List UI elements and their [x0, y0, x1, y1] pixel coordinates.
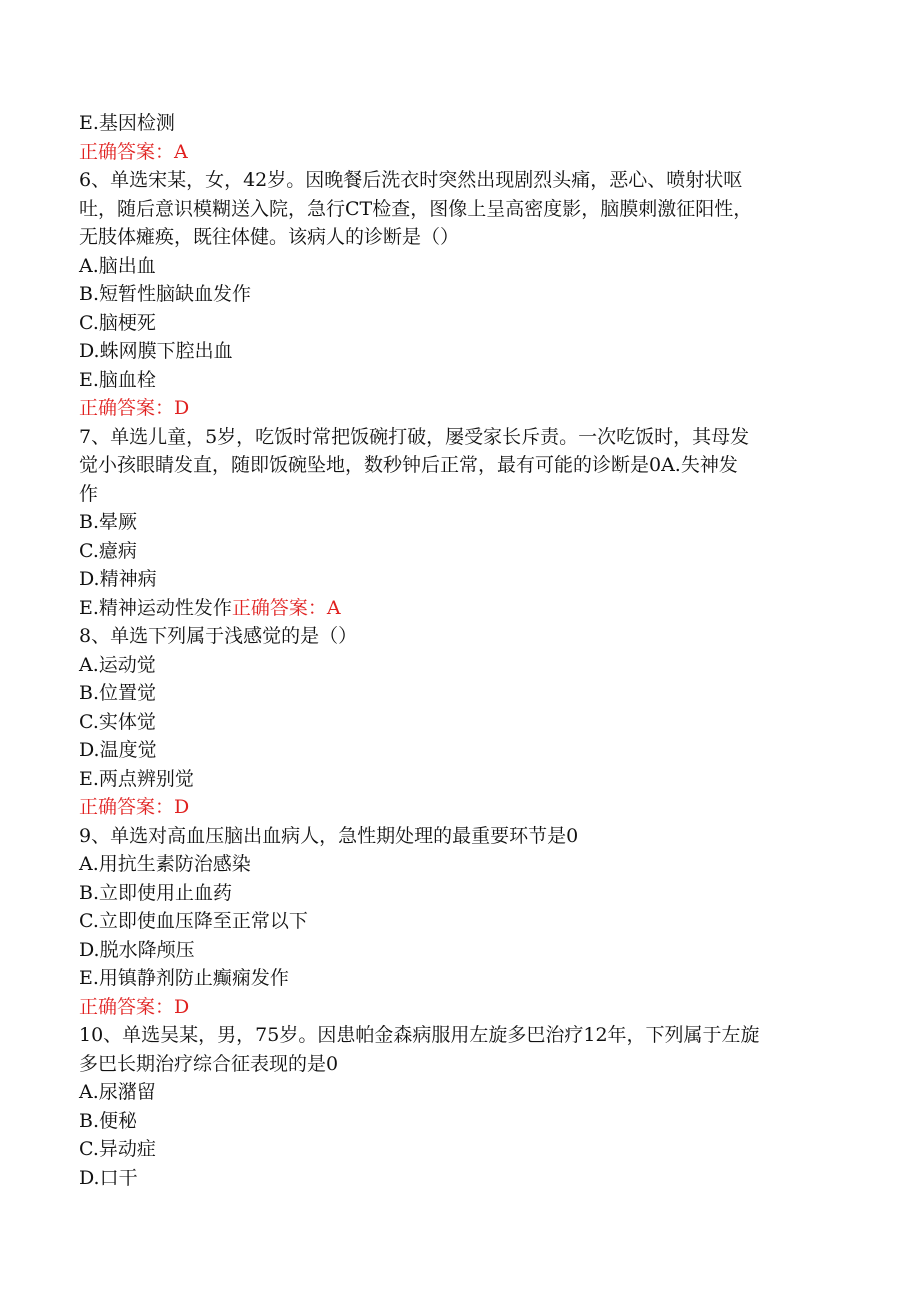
- q9-stem: 9、单选对高血压脑出血病人，急性期处理的最重要环节是0: [79, 824, 579, 847]
- q6-option-b: B.短暂性脑缺血发作: [79, 283, 252, 305]
- q6-option-d: D.蛛网膜下腔出血: [79, 340, 233, 362]
- q9-option-e: E.用镇静剂防止癫痫发作: [79, 967, 289, 989]
- q9-option-c: C.立即使血压降至正常以下: [79, 910, 308, 932]
- q5-option-e: E.基因检测: [79, 112, 175, 134]
- q8-stem: 8、单选下列属于浅感觉的是（）: [79, 625, 358, 647]
- q8-option-b: B.位置觉: [79, 682, 157, 704]
- q10-option-a: A.尿潴留: [79, 1081, 156, 1103]
- q7-answer: 正确答案：A: [231, 596, 341, 619]
- q9-option-d: D.脱水降颅压: [79, 938, 195, 961]
- q8-option-c: C.实体觉: [79, 710, 156, 733]
- q6-option-c: C.脑梗死: [79, 311, 156, 334]
- q9-option-a: A.用抗生素防治感染: [79, 853, 251, 875]
- q7-option-e: E.精神运动性发作: [79, 596, 232, 619]
- q7-stem-line-3: 作: [79, 482, 99, 505]
- q7-option-b: B.晕厥: [79, 511, 138, 533]
- q9-option-b: B.立即使用止血药: [79, 881, 233, 904]
- q8-option-d: D.温度觉: [79, 739, 157, 761]
- q10-option-d: D.口干: [79, 1166, 138, 1189]
- document-page: [79, 109, 839, 1192]
- q6-option-e: E.脑血栓: [79, 368, 156, 391]
- q9-answer: 正确答案：D: [79, 995, 190, 1018]
- q10-stem-line-2: 多巴长期治疗综合征表现的是0: [79, 1052, 339, 1075]
- q8-option-e: E.两点辨别觉: [79, 767, 194, 790]
- q7-option-d: D.精神病: [79, 568, 157, 590]
- q7-stem-line-1: 7、单选儿童，5岁，吃饭时常把饭碗打破，屡受家长斥责。一次吃饭时，其母发: [79, 425, 750, 448]
- q6-stem-line-1: 6、单选宋某，女，42岁。因晚餐后洗衣时突然出现剧烈头痛，恶心、喷射状呕: [79, 169, 743, 191]
- q6-stem-line-2: 吐，随后意识模糊送入院，急行CT检查，图像上呈高密度影，脑膜刺激征阳性，: [79, 197, 753, 220]
- q7-option-e-row: [79, 594, 839, 623]
- q8-option-a: A.运动觉: [79, 653, 156, 676]
- q5-answer: 正确答案：A: [79, 140, 188, 163]
- q10-stem-line-1: 10、单选吴某，男，75岁。因患帕金森病服用左旋多巴治疗12年，下列属于左旋: [79, 1024, 760, 1046]
- q7-stem-line-2: 觉小孩眼睛发直，随即饭碗坠地，数秒钟后正常，最有可能的诊断是0A.失神发: [79, 454, 738, 476]
- q6-answer: 正确答案：D: [79, 397, 190, 419]
- q10-option-b: B.便秘: [79, 1109, 138, 1132]
- q6-option-a: A.脑出血: [79, 254, 156, 277]
- q10-option-c: C.异动症: [79, 1138, 156, 1160]
- q8-answer: 正确答案：D: [79, 796, 190, 818]
- q6-stem-line-3: 无肢体瘫痪，既往体健。该病人的诊断是（）: [79, 226, 460, 248]
- q7-option-c: C.癔病: [79, 539, 137, 562]
